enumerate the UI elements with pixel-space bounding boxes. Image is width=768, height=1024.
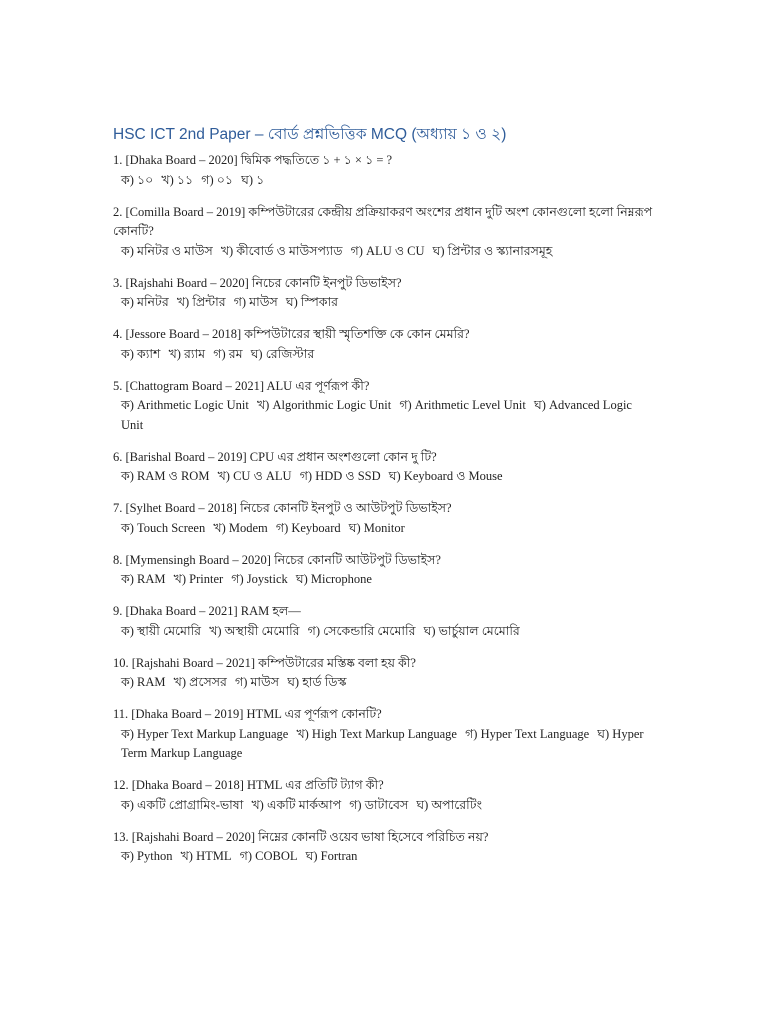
option-ga: গ) COBOL — [239, 849, 298, 863]
option-gha: ঘ) Monitor — [348, 520, 405, 535]
option-ka: ক) Hyper Text Markup Language — [121, 726, 289, 741]
option-ka: ক) স্থায়ী মেমোরি — [121, 623, 202, 638]
question-text: 6. [Barishal Board – 2019] CPU এর প্রধান অংশগুলো কোন দু টি? — [113, 449, 437, 464]
option-gha: ঘ) প্রিন্টার ও স্ক্যানারসমূহ — [432, 243, 553, 258]
option-kha: খ) একটি মার্কআপ — [251, 797, 342, 812]
option-ka: ক) ১০ — [121, 172, 154, 187]
question-options — [113, 673, 658, 693]
option-ka: ক) ক্যাশ — [121, 346, 161, 361]
question-text: 13. [Rajshahi Board – 2020] নিম্নের কোনটি ওয়েব ভাষা হিসেবে পরিচিত নয়? — [113, 829, 489, 844]
option-kha: খ) প্রিন্টার — [176, 295, 226, 309]
option-kha: খ) Printer — [173, 572, 224, 586]
option-gha: ঘ) Advanced Logic Unit — [121, 398, 632, 432]
option-kha: খ) HTML — [180, 849, 232, 863]
option-ga: গ) Keyboard — [275, 520, 341, 535]
option-gha: ঘ) স্পিকার — [285, 295, 339, 309]
option-ka: ক) RAM — [121, 675, 166, 689]
question-item — [113, 499, 658, 538]
question-options — [113, 467, 658, 487]
option-ka: ক) মনিটর ও মাউস — [121, 243, 213, 258]
question-options — [113, 345, 658, 365]
question-options — [113, 725, 658, 764]
question-item — [113, 654, 658, 693]
option-kha: খ) CU ও ALU — [217, 469, 292, 483]
question-options — [113, 622, 658, 642]
question-text: 9. [Dhaka Board – 2021] RAM হল— — [113, 604, 301, 618]
question-options — [113, 293, 658, 313]
option-kha: খ) Algorithmic Logic Unit — [256, 398, 392, 412]
option-ga: গ) মাউস — [235, 675, 280, 689]
document-title: HSC ICT 2nd Paper – বোর্ড প্রশ্নভিত্তিক MCQ (অধ্যায় ১ ও ২) — [113, 126, 507, 143]
question-text: 12. [Dhaka Board – 2018] HTML এর প্রতিটি ট্যাগ কী? — [113, 778, 384, 792]
question-text: 10. [Rajshahi Board – 2021] কম্পিউটারের মস্তিষ্ক বলা হয় কী? — [113, 655, 416, 670]
option-ka: ক) RAM — [121, 572, 166, 586]
option-kha: খ) ১১ — [161, 172, 194, 187]
option-ga: গ) ডাটাবেস — [349, 797, 409, 812]
option-ga: গ) Hyper Text Language — [465, 726, 590, 741]
option-ka: ক) মনিটর — [121, 295, 169, 309]
question-item — [113, 551, 658, 590]
option-kha: খ) Modem — [213, 520, 268, 535]
question-text: 3. [Rajshahi Board – 2020] নিচের কোনটি ইনপুট ডিভাইস? — [113, 275, 402, 290]
option-ga: গ) রম — [213, 346, 243, 361]
document-page — [113, 124, 658, 879]
option-gha: ঘ) Microphone — [295, 572, 372, 586]
question-options — [113, 171, 658, 191]
option-ga: গ) HDD ও SSD — [299, 469, 381, 483]
option-kha: খ) কীবোর্ড ও মাউসপ্যাড — [220, 243, 343, 258]
option-ka: ক) Python — [121, 849, 173, 863]
question-options — [113, 519, 658, 539]
option-gha: ঘ) Hyper Term Markup Language — [121, 726, 644, 760]
question-text: 4. [Jessore Board – 2018] কম্পিউটারের স্থায়ী স্মৃতিশক্তি কে কোন মেমরি? — [113, 327, 470, 341]
question-item — [113, 602, 658, 641]
question-options — [113, 796, 658, 816]
option-ka: ক) Touch Screen — [121, 520, 206, 535]
option-ga: গ) সেকেন্ডারি মেমোরি — [307, 623, 416, 638]
option-gha: ঘ) অপারেটিং — [416, 797, 482, 812]
option-gha: ঘ) ভার্চুয়াল মেমোরি — [423, 623, 520, 638]
question-text: 2. [Comilla Board – 2019] কম্পিউটারের কেন্দ্রীয় প্রক্রিয়াকরণ অংশের প্রধান দুটি অংশ কোনগুলো হলো নিম্নরূপ কোনটি? — [113, 204, 653, 238]
question-text: 8. [Mymensingh Board – 2020] নিচের কোনটি আউটপুট ডিভাইস? — [113, 552, 441, 567]
option-gha: ঘ) Keyboard ও Mouse — [388, 469, 503, 483]
question-item — [113, 377, 658, 436]
option-ga: গ) Joystick — [231, 572, 288, 586]
question-text: 1. [Dhaka Board – 2020] দ্বিমিক পদ্ধতিতে ১ + ১ × ১ = ? — [113, 153, 393, 167]
option-kha: খ) অস্থায়ী মেমোরি — [209, 623, 300, 638]
option-gha: ঘ) ১ — [241, 172, 265, 187]
option-kha: খ) High Text Markup Language — [296, 726, 457, 741]
option-ga: গ) মাউস — [233, 295, 278, 309]
option-ga: গ) ALU ও CU — [350, 243, 425, 258]
option-kha: খ) প্রসেসর — [173, 675, 227, 689]
option-ka: ক) একটি প্রোগ্রামিং-ভাষা — [121, 797, 244, 812]
option-gha: ঘ) হার্ড ডিস্ক — [287, 675, 347, 689]
question-item — [113, 705, 658, 764]
option-ga: গ) ০১ — [201, 172, 233, 187]
option-ka: ক) RAM ও ROM — [121, 469, 210, 483]
option-kha: খ) র‍্যাম — [168, 346, 206, 361]
question-item — [113, 203, 658, 262]
question-options — [113, 570, 658, 590]
question-text: 7. [Sylhet Board – 2018] নিচের কোনটি ইনপুট ও আউটপুট ডিভাইস? — [113, 501, 452, 515]
option-ga: গ) Arithmetic Level Unit — [399, 398, 526, 412]
question-options — [113, 242, 658, 262]
question-item — [113, 776, 658, 815]
option-ka: ক) Arithmetic Logic Unit — [121, 398, 249, 412]
question-item — [113, 828, 658, 867]
option-gha: ঘ) রেজিস্টার — [250, 346, 315, 361]
question-item — [113, 325, 658, 364]
option-gha: ঘ) Fortran — [305, 849, 358, 863]
question-item — [113, 151, 658, 190]
question-text: 11. [Dhaka Board – 2019] HTML এর পূর্ণরূপ কোনটি? — [113, 707, 382, 721]
question-text: 5. [Chattogram Board – 2021] ALU এর পূর্ণরূপ কী? — [113, 378, 370, 393]
question-options — [113, 847, 658, 867]
question-item — [113, 448, 658, 487]
question-item — [113, 274, 658, 313]
question-options — [113, 396, 658, 435]
